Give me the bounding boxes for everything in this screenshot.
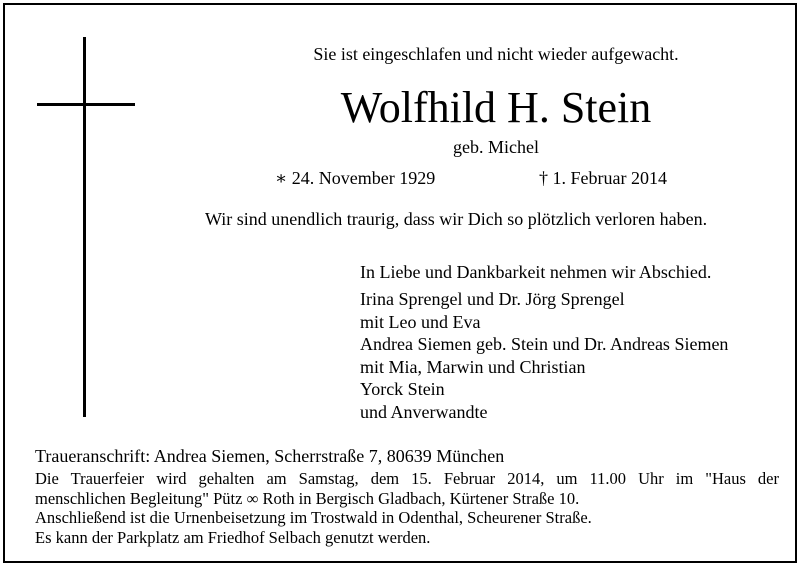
service-details — [35, 469, 779, 547]
mourner-line: mit Leo und Eva — [360, 311, 481, 332]
grief-statement: Wir sind unendlich traurig, dass wir Dich so plötzlich verloren haben. — [205, 209, 708, 229]
intro-text: Sie ist eingeschlafen und nicht wieder aufgewacht. — [313, 44, 679, 64]
mourner-line: mit Mia, Marwin und Christian — [360, 356, 586, 377]
mourner-line: Irina Sprengel und Dr. Jörg Sprengel — [360, 289, 625, 309]
mourner-line: Yorck Stein — [360, 379, 445, 399]
cross-icon — [83, 37, 86, 417]
mourning-address: Traueranschrift: Andrea Siemen, Scherrstraße 7, 80639 München — [35, 446, 505, 466]
deceased-name: Wolfhild H. Stein — [340, 83, 652, 132]
service-detail-line: Anschließend ist die Urnenbeisetzung im Trostwald in Odenthal, Scheurener Straße. — [35, 508, 592, 527]
cross-icon-bar — [37, 103, 135, 106]
obituary-notice — [3, 3, 797, 563]
maiden-name: geb. Michel — [453, 137, 539, 157]
farewell-statement: In Liebe und Dankbarkeit nehmen wir Abschied. — [360, 262, 712, 282]
service-detail-line: Es kann der Parkplatz am Friedhof Selbach genutzt werden. — [35, 527, 431, 547]
service-detail-line: Die Trauerfeier wird gehalten am Samstag, dem 15. Februar 2014, um 11.00 Uhr im "Haus der — [35, 469, 779, 488]
birth-date: ∗ 24. November 1929 — [275, 168, 436, 188]
service-detail-line: menschlichen Begleitung" Pütz ∞ Roth in Bergisch Gladbach, Kürtener Straße 10. — [35, 488, 580, 508]
mourner-line: Andrea Siemen geb. Stein und Dr. Andreas Siemen — [360, 334, 729, 354]
death-date: † 1. Februar 2014 — [539, 168, 667, 188]
mourners-list — [360, 288, 728, 423]
mourner-line: und Anverwandte — [360, 401, 488, 422]
